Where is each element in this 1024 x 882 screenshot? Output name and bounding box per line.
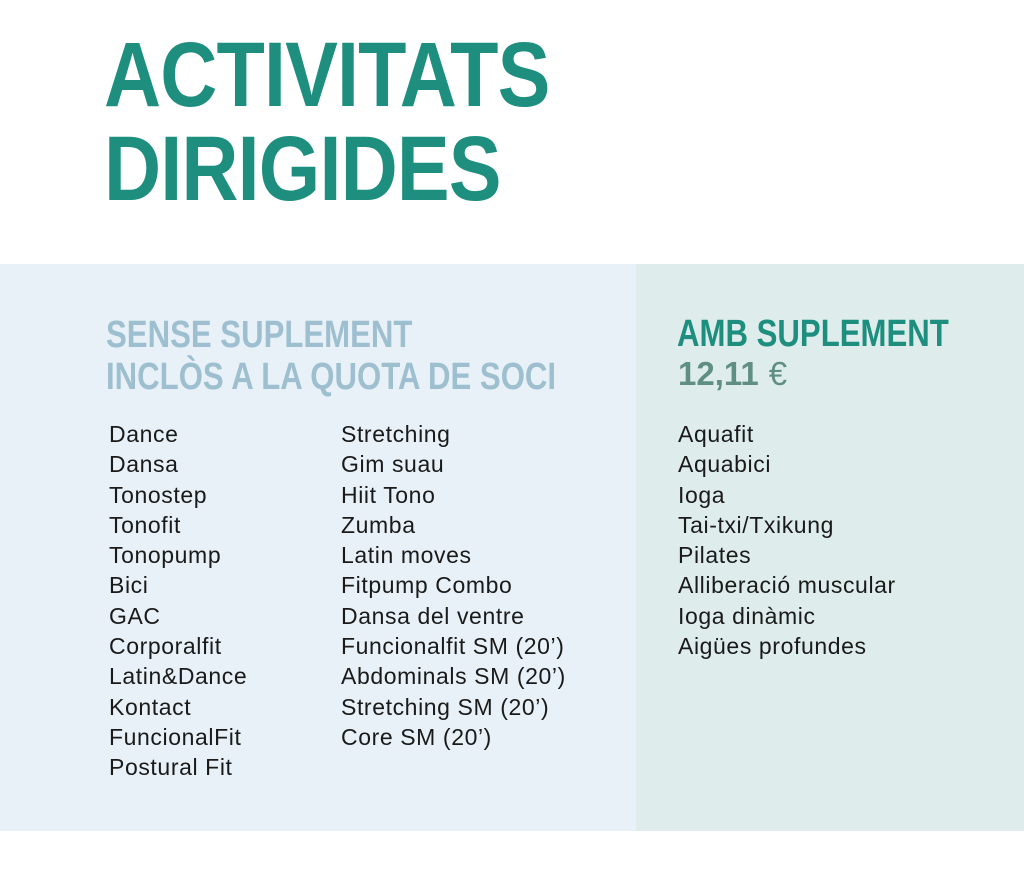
activity-item: Ioga dinàmic: [678, 602, 816, 629]
activity-item: Stretching: [341, 421, 451, 447]
activity-item: Funcionalfit SM (20’): [341, 633, 565, 660]
with-supplement-heading: AMB SUPLEMENT: [677, 313, 949, 355]
activity-item: Dansa: [109, 451, 179, 478]
page-title: [104, 24, 550, 220]
activity-item: Gim suau: [341, 451, 445, 478]
activity-item: Alliberació muscular: [678, 572, 896, 599]
activity-item: Postural Fit: [109, 754, 233, 781]
activity-item: Aquabici: [678, 451, 772, 478]
page-title-line-1: ACTIVITATS: [104, 24, 550, 126]
activity-item: Dansa del ventre: [341, 602, 525, 629]
activity-item: Tonostep: [109, 481, 208, 508]
activity-item: Corporalfit: [109, 633, 222, 660]
activity-item: Fitpump Combo: [341, 572, 513, 599]
price-amount: 12,11: [678, 355, 759, 392]
activity-item: Bici: [109, 572, 149, 599]
activity-item: FuncionalFit: [109, 723, 242, 750]
activity-item: Tai-txi/Txikung: [678, 511, 834, 538]
without-supplement-heading-line-2: INCLÒS A LA QUOTA DE SOCI: [106, 356, 557, 398]
price-currency: €: [768, 355, 788, 392]
supplement-price: [678, 354, 787, 394]
activity-item: Latin&Dance: [109, 663, 248, 690]
activity-item: Aquafit: [678, 421, 754, 447]
activity-item: Pilates: [678, 542, 752, 569]
activity-item: Stretching SM (20’): [341, 693, 550, 720]
activity-item: Tonopump: [109, 542, 222, 569]
activity-item: Abdominals SM (20’): [341, 663, 566, 690]
activity-list-supplement: [678, 419, 896, 661]
activity-item: Hiit Tono: [341, 481, 436, 508]
activity-item: Aigües profundes: [678, 633, 867, 660]
activity-item: Core SM (20’): [341, 723, 492, 750]
activity-item: Ioga: [678, 481, 726, 508]
activity-item: Dance: [109, 421, 179, 447]
activity-item: Latin moves: [341, 542, 472, 569]
activity-list-included-1: [109, 419, 247, 783]
activity-list-included-2: [341, 419, 566, 752]
activity-item: Kontact: [109, 693, 192, 720]
activity-item: Tonofit: [109, 511, 181, 538]
activity-item: GAC: [109, 602, 161, 629]
page-title-line-2: DIRIGIDES: [104, 118, 501, 220]
without-supplement-heading-line-1: SENSE SUPLEMENT: [106, 314, 413, 356]
activity-item: Zumba: [341, 511, 416, 538]
without-supplement-heading: [106, 314, 556, 398]
